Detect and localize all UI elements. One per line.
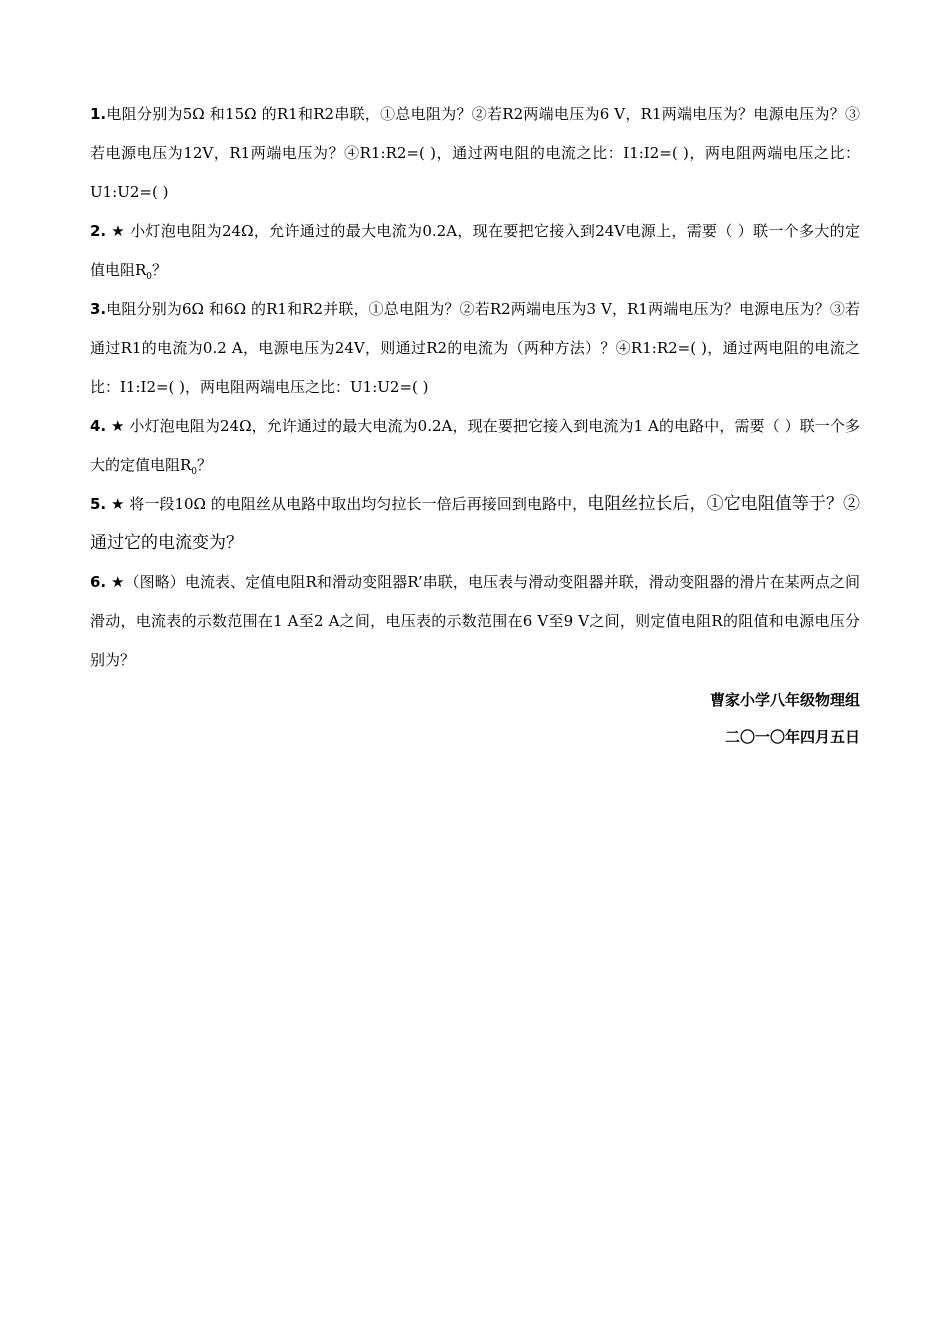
question-6 <box>90 563 860 680</box>
question-number: 5. <box>90 495 107 513</box>
question-number: 6. <box>90 573 107 591</box>
question-text-end: ？ <box>197 456 213 474</box>
question-number: 3. <box>90 300 107 318</box>
signature-org: 曹家小学八年级物理组 <box>709 691 860 709</box>
question-text: 小灯泡电阻为24Ω，允许通过的最大电流为0.2A，现在要把它接入到电流为1 A的电路中，需要（ ）联一个多大的定值电阻R <box>90 417 860 474</box>
signature-block <box>90 682 860 756</box>
question-3 <box>90 290 860 407</box>
signature-date: 二〇一〇年四月五日 <box>724 728 860 746</box>
document-page <box>90 95 860 756</box>
question-number: 2. <box>90 222 107 240</box>
star-icon: ★ <box>111 573 125 591</box>
question-text: 电阻分别为5Ω 和15Ω 的R1和R2串联，①总电阻为？②若R2两端电压为6 V，R1两端电压为？电源电压为？③若电源电压为12V，R1两端电压为？④R1:R2=( )，通过两电阻的电流之比：I1:I2=( )，两电阻两端电压之比：U1:U2=( ) <box>90 105 860 201</box>
star-icon: ★ <box>111 222 125 240</box>
star-icon: ★ <box>110 495 125 513</box>
question-text: 电阻分别为6Ω 和6Ω 的R1和R2并联，①总电阻为？②若R2两端电压为3 V，R1两端电压为？电源电压为？③若通过R1的电流为0.2 A，电源电压为24V，则通过R2的电流为（两种方法）？④R1:R2=( )，通过两电阻的电流之比：I1:I2=( )，两电阻两端电压之比：U1:U2=( ) <box>90 300 860 396</box>
star-icon: ★ <box>111 417 125 435</box>
question-text-end: ？ <box>152 261 168 279</box>
subscript: 0 <box>191 467 198 477</box>
question-number: 4. <box>90 417 107 435</box>
question-1 <box>90 95 860 212</box>
question-text-large: 电阻丝拉长后，①它电阻值等于？②通过它的电流变为？ <box>90 494 860 553</box>
question-text: 将一段10Ω 的电阻丝从电路中取出均匀拉长一倍后再接回到电路中， <box>124 495 588 513</box>
question-number: 1. <box>90 105 107 123</box>
subscript: 0 <box>146 272 153 282</box>
question-5 <box>90 485 860 563</box>
question-2 <box>90 212 860 290</box>
question-text: 小灯泡电阻为24Ω，允许通过的最大电流为0.2A，现在要把它接入到24V电源上，需要（ ）联一个多大的定值电阻R <box>90 222 860 279</box>
question-text: （图略）电流表、定值电阻R和滑动变阻器R’串联，电压表与滑动变阻器并联，滑动变阻器的滑片在某两点之间滑动，电流表的示数范围在1 A至2 A之间，电压表的示数范围在6 V至9 V之间，则定值电阻R的阻值和电源电压分别为？ <box>90 573 860 669</box>
question-4 <box>90 407 860 485</box>
